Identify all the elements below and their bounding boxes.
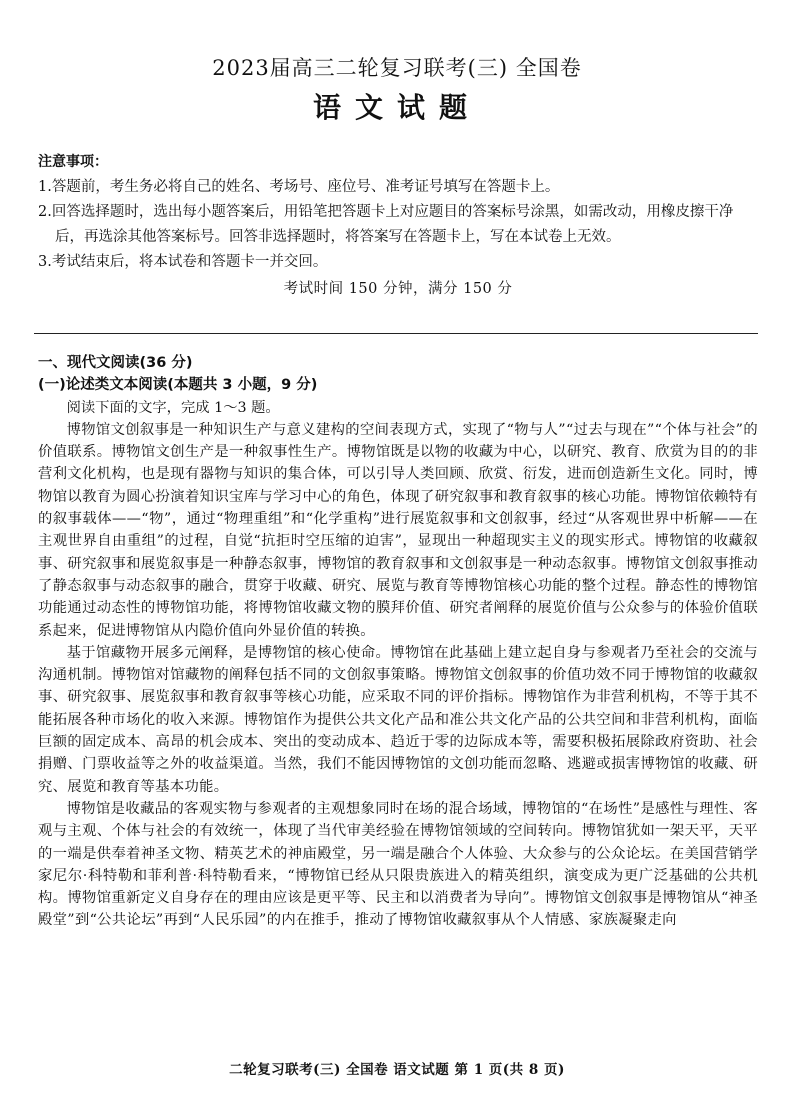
reading-section — [38, 352, 758, 932]
divider-line — [34, 333, 758, 334]
passage-paragraph-1: 博物馆文创叙事是一种知识生产与意义建构的空间表现方式，实现了“物与人”“过去与现在”“个体与社会”的价值联系。博物馆文创生产是一种叙事性生产。博物馆既是以物的收藏为中心，以研究、教育、欣赏为目的的非营利文化机构，也是现有器物与知识的集合体，可以引导人类回顾、欣赏、衍发，进而创造新生文化。同时，博物馆以教育为圆心扮演着知识宝库与学习中心的角色，体现了研究叙事和教育叙事的核心功能。博物馆依赖特有的叙事载体——“物”，通过“物理重组”和“化学重构”进行展览叙事和文创叙事，经过“从客观世界中析解——在主观世界自由重组”的过程，自觉“抗拒时空压缩的迫害”，显现出一种超现实主义的现实形式。博物馆的收藏叙事、研究叙事和展览叙事是一种静态叙事，博物馆的教育叙事和文创叙事是一种动态叙事。博物馆文创叙事推动了静态叙事与动态叙事的融合，贯穿于收藏、研究、展览与教育等博物馆核心功能的整个过程。静态性的博物馆功能通过动态性的博物馆功能，将博物馆收藏文物的膜拜价值、研究者阐释的展览价值与公众参与的体验价值联系起来，促进博物馆从内隐价值向外显价值的转换。 — [38, 421, 758, 639]
notice-item-2: 2.回答选择题时，选出每小题答案后，用铅笔把答题卡上对应题目的答案标号涂黑，如需改动，用橡皮擦干净后，再选涂其他答案标号。回答非选择题时，将答案写在答题卡上，写在本试卷上无效。 — [38, 204, 734, 245]
section-heading: 一、现代文阅读(36 分) — [38, 355, 193, 371]
notice-item-3: 3.考试结束后，将本试卷和答题卡一并交回。 — [38, 254, 328, 270]
notice-block — [38, 150, 758, 302]
reading-instruction: 阅读下面的文字，完成 1～3 题。 — [66, 399, 280, 416]
exam-time-note: 考试时间 150 分钟，满分 150 分 — [283, 281, 513, 297]
notice-item-1: 1.答题前，考生务必将自己的姓名、考场号、座位号、准考证号填写在答题卡上。 — [38, 179, 560, 195]
passage-paragraph-3: 博物馆是收藏品的客观实物与参观者的主观想象同时在场的混合场域，博物馆的“在场性”是感性与理性、客观与主观、个体与社会的有效统一，体现了当代审美经验在博物馆领域的空间转向。博物馆犹如一架天平，天平的一端是供奉着神圣文物、精英艺术的神庙殿堂，另一端是融合个人体验、大众参与的公众论坛。在美国营销学家尼尔·科特勒和菲利普·科特勒看来，“博物馆已经从只限贵族进入的精英组织，演变成为更广泛基础的公共机构。博物馆重新定义自身存在的理由应该是更平等、民主和以消费者为导向”。博物馆文创叙事是博物馆从“神圣殿堂”到“公共论坛”再到“人民乐园”的内在推手，推动了博物馆收藏叙事从个人情感、家族凝聚走向 — [38, 800, 758, 929]
subsection-heading: (一)论述类文本阅读(本题共 3 小题，9 分) — [38, 377, 318, 394]
notice-heading: 注意事项： — [38, 154, 108, 170]
passage-paragraph-2: 基于馆藏物开展多元阐释，是博物馆的核心使命。博物馆在此基础上建立起自身与参观者乃至社会的交流与沟通机制。博物馆对馆藏物的阐释包括不同的文创叙事策略。博物馆文创叙事的价值功效不同于博物馆的收藏叙事、研究叙事、展览叙事和教育叙事等核心功能，应采取不同的评价指标。博物馆作为非营利机构，不等于其不能拓展各种市场化的收入来源。博物馆作为提供公共文化产品和准公共文化产品的公共空间和非营利机构，面临巨额的固定成本、高昂的机会成本、突出的变动成本、趋近于零的边际成本等，需要积极拓展除政府资助、社会捐赠、门票收益等之外的收益渠道。当然，我们不能因博物馆的文创功能而忽略、逃避或损害博物馆的收藏、研究、展览和教育等基本功能。 — [38, 644, 758, 795]
exam-title: 2023届高三二轮复习联考(三) 全国卷 — [212, 56, 582, 80]
exam-subject-title: 语文试题 — [312, 91, 481, 124]
page-footer: 二轮复习联考(三) 全国卷 语文试题 第 1 页(共 8 页) — [229, 1062, 565, 1078]
